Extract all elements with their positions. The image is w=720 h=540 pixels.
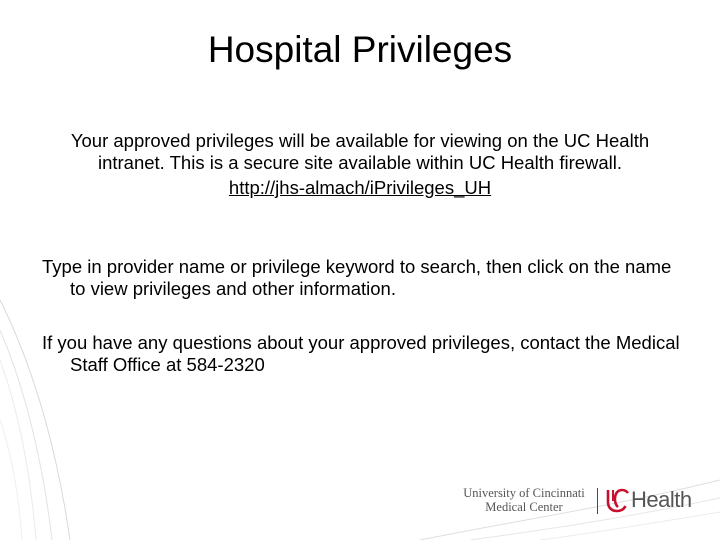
paragraph-intranet-info bbox=[40, 130, 680, 199]
paragraph-1-line-1: Your approved privileges will be available for viewing on the UC Health bbox=[70, 130, 650, 151]
paragraph-1-line-2: intranet. This is a secure site available within UC Health firewall. bbox=[97, 152, 623, 173]
iprivileges-link[interactable]: http://jhs-almach/iPrivileges_UH bbox=[228, 177, 492, 198]
uc-monogram-icon bbox=[605, 486, 631, 514]
slide-title: Hospital Privileges bbox=[207, 29, 513, 70]
university-name bbox=[456, 486, 592, 514]
university-name-line-1: University of Cincinnati bbox=[463, 486, 585, 500]
health-wordmark: Health bbox=[631, 487, 692, 512]
university-name-line-2: Medical Center bbox=[485, 500, 563, 514]
footer-logo bbox=[456, 486, 706, 514]
paragraph-contact-info: If you have any questions about your approved privileges, contact the Medical Staff Office at 584-2320 bbox=[42, 332, 680, 375]
paragraph-search-instructions: Type in provider name or privilege keyword to search, then click on the name to view privileges and other information. bbox=[42, 256, 672, 299]
logo-divider bbox=[597, 488, 598, 514]
